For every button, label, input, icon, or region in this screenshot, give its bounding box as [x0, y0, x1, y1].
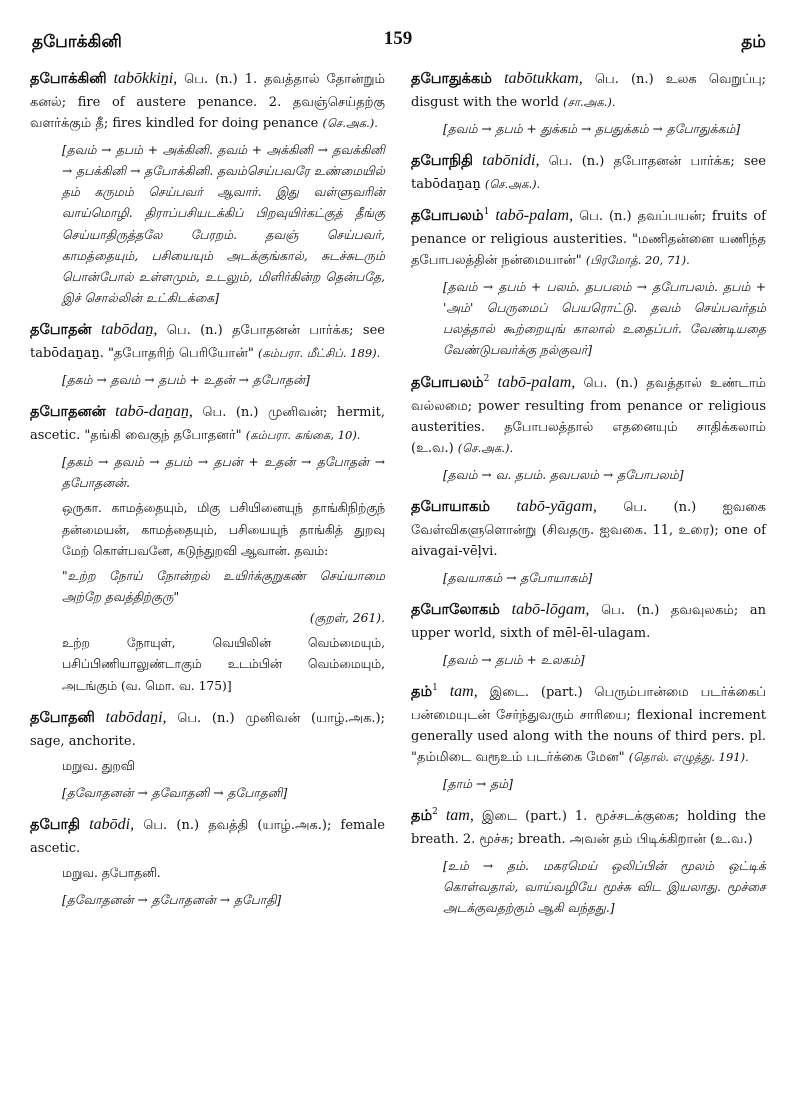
transliteration: tam, [449, 683, 478, 701]
transliteration: tabō-yāgam, [516, 497, 597, 515]
transliteration: tabōdaṉ, [100, 321, 158, 339]
homograph-number: 2 [483, 373, 490, 384]
headword: தபோபலம்$^1$ [411, 207, 490, 225]
transliteration: tabōtukkam, [504, 70, 583, 87]
transliteration: tabō-palam, [497, 373, 576, 391]
etymology: [தவம் → தபம் + உலகம்] [443, 652, 585, 667]
headword: தபோபலம்$^2$ [411, 373, 490, 391]
definition: பெ. (n.) ஐவகை வேள்விகளுளொன்று (சிவதரு. ஐவகை. 11, உரை); one of aivagai-vēḷvi. [411, 499, 766, 559]
headword: தபோதனி [30, 708, 95, 726]
headword: தபோதி [30, 815, 80, 833]
source-citation: (செ.அக.). [457, 440, 514, 455]
definition: பெ. (n.) 1. தவத்தால் தோன்றும் கனல்; fire of austere penance. 2. தவஞ்செய்தற்கு வளர்க்கும் தீ; fires kindled for doing penance [30, 72, 385, 131]
definition: பெ. (n.) முனிவன்; hermit, ascetic. "தங்கி வைகுந் தபோதனர்" [30, 405, 385, 444]
quotation [62, 566, 385, 629]
source-citation: (தொல். எழுத்து. 191). [628, 750, 749, 765]
source-citation: (கம்பரா. கங்கை, 10). [245, 428, 361, 443]
left-column [30, 66, 385, 928]
etymology: [தகம் → தவம் → தபம் + உதன் → தபோதன்] [62, 373, 310, 388]
page-header [30, 26, 766, 66]
page-number: 159 [383, 28, 413, 49]
headword: தம்$^2$ [411, 807, 438, 825]
homograph-number: 2 [432, 807, 438, 818]
transliteration: tabōkkiṉi, [113, 70, 178, 87]
headword: தபோதுக்கம் [411, 70, 492, 87]
headword: தம்$^1$ [411, 683, 438, 701]
definition: பெ. (n.) முனிவன் (யாழ்.அக.); sage, anchorite. [30, 710, 385, 749]
header-left-guide-word: தபோக்கினி [32, 32, 122, 52]
definition: பெ. (n.) உலக வெறுப்பு; disgust with the world [411, 72, 767, 110]
etymology: [தவம் → தபம் + பலம். தபபலம் → தபோபலம். தபம் + 'அம்' பெருமைப் பெயரொட்டு. தவம் செய்பவர்தம் பலத்தால் கூற்றையுங் காலால் உதைப்பர். வேண்டியதை வேண்டுபவர்க்கு நல்குவர்] [443, 280, 766, 358]
etymology: [தவம் → வ. தபம். தவபலம் → தபோபலம்] [443, 467, 684, 482]
etymology: [உம் → தம். மகரமெய் ஒலிப்பின் மூலம் ஒட்டிக் கொள்வதால், வாய்வழியே மூச்சு விட இயலாது. மூச்சை அடக்குவதற்கும் ஆகி வந்தது.] [443, 859, 766, 916]
transliteration: tabōdi, [89, 815, 135, 833]
etymology: [தவயாகம் → தபோயாகம்] [443, 570, 593, 585]
dictionary-entry [411, 66, 766, 140]
dictionary-entry [30, 66, 385, 309]
transliteration: tabō-palam, [495, 207, 574, 225]
dictionary-entry [30, 399, 385, 697]
etymology: [தவோதனன் → தவோதனி → தபோதனி] [62, 785, 288, 800]
dictionary-entry [411, 203, 766, 362]
dictionary-entry [411, 803, 766, 919]
transliteration: tabō-daṉaṉ, [115, 403, 193, 421]
headword: தபோதன் [30, 321, 92, 339]
definition: பெ. (n.) தவப்பயன்; fruits of penance or religious austerities. "மணிதன்னை யணிந்த தபோபலத்தின் நன்மையான்" [411, 209, 766, 268]
explanatory-note: உற்ற நோயுள், வெயிலின் வெம்மையும், பசிப்பிணியாலுண்டாகும் உடம்பின் வெம்மையும், அடங்கும் (வ. மொ. வ. 175)] [62, 636, 385, 693]
etymology: [தாம் → தம்] [443, 777, 513, 792]
synonym-note: மறுவ. துறவி [62, 758, 135, 773]
transliteration: tabō-lōgam, [511, 600, 590, 618]
right-column [411, 66, 766, 928]
source-citation: (செ.அக.). [322, 115, 378, 130]
two-column-body [30, 66, 766, 928]
transliteration: tabōdaṉi, [105, 708, 167, 726]
source-citation: (சா.அக.). [563, 94, 616, 109]
headword: தபோயாகம் [411, 497, 491, 515]
definition: இடை (part.) 1. மூச்சடக்குகை; holding the breath. 2. மூச்சு; breath. அவன் தம் பிடிக்கிறான் (உ.வ.) [411, 809, 766, 848]
quotation-reference: (குறள், 261). [309, 611, 385, 626]
synonym-note: மறுவ. தபோதனி. [62, 865, 161, 880]
dictionary-entry [30, 812, 385, 911]
source-citation: (செ.அக.). [484, 177, 541, 191]
definition: பெ. (n.) தவத்தால் உண்டாம் வல்லமை; power resulting from penance or religious austerities. தபோபலத்தால் எதனையும் சாதிக்கலாம் (உ.வ.) [411, 375, 766, 456]
transliteration: tabōnidi, [482, 152, 540, 170]
dictionary-entry [411, 597, 766, 671]
dictionary-entry [411, 148, 766, 195]
etymology: [தகம் → தவம் → தபம் → தபன் + உதன் → தபோதன் → தபோதனன். [62, 455, 385, 491]
source-citation: (கம்பரா. மீட்சிப். 189). [257, 346, 381, 361]
homograph-number: 1 [432, 683, 438, 694]
dictionary-entry [411, 494, 766, 589]
etymology: [தவம் → தபம் + அக்கினி. தவம் + அக்கினி → தவக்கினி → தபக்கினி → தபோக்கினி. தவம்செய்பவரே உண்மையில் தம் கருமம் செய்பவர் ஆவார். இது வள்ளுவரின் வாய்மொழி. திராப்பசியடக்கிப் பிறவுயிர்கட்குத் தீங்கு செய்யாதிருத்தலே பேரறம். தவஞ் செய்பவர், காமத்தையும், பசியையும் அடக்குங்கால், சுடச்சுடரும் பொன்போல் உள்ளமும், உடலும், மிளிர்கின்ற தென்பதே, இச் சொல்லின் உட்கிடக்கை] [62, 143, 385, 305]
etymology: [தவம் → தபம் + துக்கம் → தபதுக்கம் → தபோதுக்கம்] [443, 121, 741, 136]
explanatory-note: ஒருகா. காமத்தையும், மிகு பசியினையுந் தாங்கிநிற்குந் தன்மையன், காமத்தையும், பசியையுந் தாங்கித் துறவு மேற் கொள்பவனே, கடுந்துறவி ஆவான். தவம்: [62, 501, 385, 558]
dictionary-entry [411, 679, 766, 795]
dictionary-entry [30, 317, 385, 391]
etymology: [தவோதனன் → தபோதனன் → தபோதி] [62, 893, 282, 908]
definition: பெ. (n.) தவவுலகம்; an upper world, sixth of mēl-ēl-ulagam. [411, 602, 766, 641]
headword: தபோநிதி [411, 152, 473, 170]
headword: தபோதனன் [30, 403, 106, 421]
homograph-number: 1 [483, 207, 490, 218]
headword: தபோலோகம் [411, 600, 500, 618]
transliteration: tam, [445, 807, 474, 825]
dictionary-entry [411, 370, 766, 486]
quotation-text: "உற்ற நோய் நோன்றல் உயிர்க்குறுகண் செய்யாமை அற்றே தவத்திற்குரு" [62, 568, 385, 605]
header-right-guide-word: தம் [741, 32, 766, 52]
dictionary-entry [30, 705, 385, 804]
definition: பெ. (n.) தவத்தி (யாழ்.அக.); female ascetic. [30, 817, 385, 856]
definition: பெ. (n.) தபோதனன் பார்க்க; see tabōdaṉaṉ. "தபோதரிற் பெரியோன்" [30, 323, 385, 362]
source-citation: (பிரமோத். 20, 71). [585, 253, 690, 267]
definition: பெ. (n.) தபோதனன் பார்க்க; see tabōdaṉaṉ [411, 154, 766, 192]
definition: இடை. (part.) பெரும்பான்மை படர்க்கைப் பன்மையுடன் சேர்ந்துவரும் சாரியை; flexional increment generally used along with the nouns of third pers. pl. "தம்மிடை வரூஉம் படர்க்கை மேன" [411, 685, 766, 766]
headword: தபோக்கினி [30, 70, 107, 87]
